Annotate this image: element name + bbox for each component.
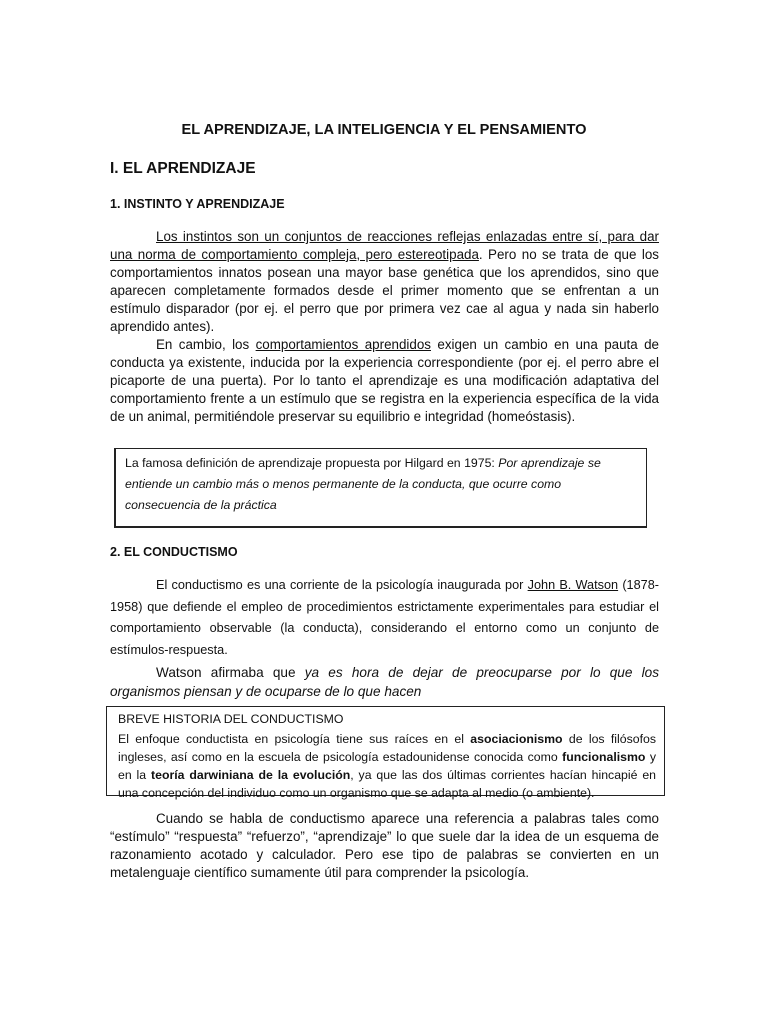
section-heading-aprendizaje: I. EL APRENDIZAJE bbox=[110, 160, 256, 177]
box-text: y en la bbox=[118, 750, 656, 782]
box-bold-term: funcionalismo bbox=[562, 750, 646, 764]
box-text: El enfoque conductista en psicología tiene sus raíces en el bbox=[118, 732, 471, 746]
paragraph-metalenguaje: Cuando se habla de conductismo aparece una referencia a palabras tales como “estímulo” “respuesta” “refuerzo”, “aprendizaje” lo que suele dar la idea de un esquema de razonamiento acotado y calculador. Pero ese tipo de palabras se convierten en un metalenguaje científico sumamente útil para comprender la psicología. bbox=[110, 811, 659, 880]
paragraph-comportamientos bbox=[110, 336, 659, 426]
history-box-body bbox=[118, 730, 656, 802]
subheading-instinto: 1. INSTINTO Y APRENDIZAJE bbox=[110, 197, 285, 211]
box-text: , ya que las dos últimas corrientes hacían hincapié en una concepción del individuo como un organismo que se adapta al medio (o ambiente). bbox=[118, 768, 656, 800]
paragraph-text: . Pero no se trata de que los comportamientos innatos posean una mayor base genética que los aprendidos, sino que aparecen completamente formados desde el primer momento que se enfrentan a un estímulo disparador (por ej. el perro que por primera vez cae al agua y nada sin haberlo aprendido antes). bbox=[110, 246, 659, 334]
paragraph-text: Watson afirmaba que bbox=[156, 665, 305, 680]
paragraph-text: El conductismo es una corriente de la psicología inaugurada por bbox=[156, 578, 528, 592]
document-title: EL APRENDIZAJE, LA INTELIGENCIA Y EL PENSAMIENTO bbox=[181, 122, 587, 138]
subheading-conductismo: 2. EL CONDUCTISMO bbox=[110, 545, 238, 559]
watson-link-text: John B. Watson bbox=[527, 578, 619, 592]
box-bold-term: asociacionismo bbox=[470, 732, 563, 746]
definition-box bbox=[114, 448, 647, 528]
underlined-text: Los instintos son un conjuntos de reacciones reflejas enlazadas entre sí, para dar una norma de comportamiento compleja, pero estereotipada bbox=[110, 229, 659, 262]
box-bold-term: teoría darwiniana de la evolución bbox=[151, 768, 351, 782]
paragraph-text: exigen un cambio en una pauta de conducta ya existente, inducida por la experiencia correspondiente (por ej. el perro abre el picaporte de una puerta). Por lo tanto el aprendizaje es una modificación adaptativa del comportamiento frente a un estímulo que se registra en la experiencia específica de la vida de un animal, permitiéndole preservar su equilibrio e integridad (homeóstasis). bbox=[110, 337, 659, 424]
underlined-text: comportamientos aprendidos bbox=[255, 337, 431, 352]
definition-quote: Por aprendizaje se entiende un cambio más o menos permanente de la conducta, que ocurre como consecuencia de la práctica bbox=[125, 456, 601, 512]
paragraph-conductismo bbox=[110, 575, 659, 661]
paragraph-watson bbox=[110, 664, 659, 701]
definition-intro: La famosa definición de aprendizaje propuesta por Hilgard en 1975: bbox=[125, 456, 499, 470]
history-box bbox=[106, 706, 665, 800]
paragraph-text: En cambio, los bbox=[156, 337, 256, 352]
paragraph-text: (1878-1958) que defiende el empleo de procedimientos estrictamente experimentales para estudiar el comportamiento observable (la conducta), considerando el entorno como un conjunto de estímulos-respuesta. bbox=[110, 578, 660, 657]
history-box-title: BREVE HISTORIA DEL CONDUCTISMO bbox=[118, 712, 344, 726]
watson-quote: ya es hora de dejar de preocuparse por lo que los organismos piensan y de ocuparse de lo que hacen bbox=[110, 665, 659, 699]
paragraph-instintos bbox=[110, 228, 659, 335]
box-text: de los filósofos ingleses, así como en la escuela de psicología estadounidense conocida como bbox=[118, 732, 657, 764]
